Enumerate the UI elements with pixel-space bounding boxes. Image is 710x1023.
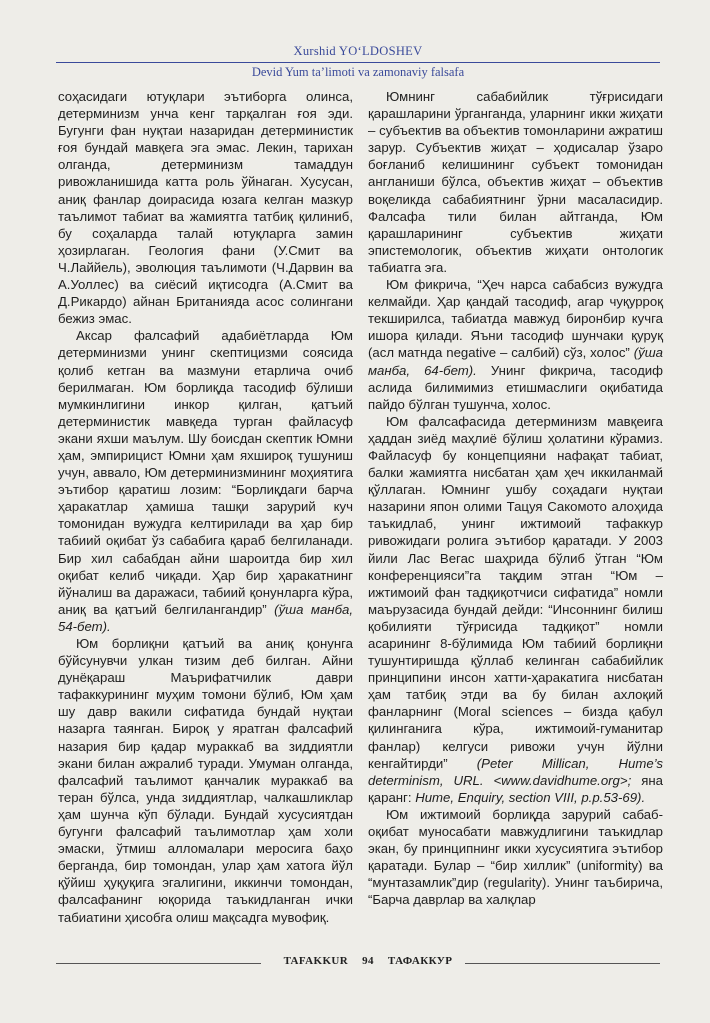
paragraph: Юм ижтимоий борлиқда зарурий сабаб-оқибат муносабати мавжудлигини таъкидлар экан, бу принципнинг икки хусусиятига эътибор қаратади. Булар – “бир хиллик” (uniformity) ва “мунтазамлик”дир (regularity). Унинг таъбирича, “Барча даврлар ва халқлар [368, 806, 663, 908]
running-header-author: Xurshid YO‘LDOSHEV [293, 44, 423, 58]
footer-rule [465, 963, 660, 964]
header-rule [56, 62, 660, 63]
paragraph-text: яна қаранг: [368, 772, 663, 805]
paragraph: Юмнинг сабабийлик тўғрисидаги қарашларини ўрганганда, уларнинг икки жиҳати – субъектив ва объектив томонларини ажратиш зарур. Субъектив жиҳат – ҳодисалар ўзаро боғланиб келишининг субъект томонидан англаниши бўлса, объектив жиҳат – объектив воқеликда сабабиятнинг ўрни масаласидир. Фалсафа тили билан айтганда, Юм қарашларининг субъектив жиҳати эпистемологик, объектив жиҳати онтологик табиатга эга. [368, 89, 663, 275]
citation: Hume, Enquiry, section VIII, p.p.53-69). [415, 789, 646, 805]
running-header-title: Devid Yum ta’limoti va zamonaviy falsafa [251, 65, 465, 79]
paragraph: Юм борлиқни қатъий ва аниқ қонунга бўйсунувчи улкан тизим деб билган. Айни дунёқараш Маърифатчилик даври тафаккурининг муҳим томони бўлиб, Юм ҳам шу давр вакили сифатида бундай нуқтаи назарга таянган. Бироқ у яратган фалсафий назария бир қадар мураккаб ва зиддиятли экани билан ажралиб туради. Умуман олганда, фалсафий таълимот қанчалик мураккаб ва теран бўлса, унда зиддиятлар, чалкашликлар ҳам шунча кўп бўлади. Бундай хусусиятдан бугунги фалсафий таълимотлар ҳам холи эмаски, ўтмиш алломалари меросига баҳо берганда, бир томондан, улар ҳам хатога йўл қўйиш ҳуқуқига эгалигини, иккинчи томондан, фалсафанинг юқорида таъкидланган ички табиатини ҳисобга олиш мақсадга мувофиқ. [58, 636, 353, 925]
citation: (ўша манба, 64-бет). [368, 345, 663, 378]
page-footer [56, 955, 660, 971]
paragraph [368, 276, 663, 413]
paragraph-text: Аксар фалсафий адабиётларда Юм детерминизми унинг скептицизми соясида қолиб кетган ва мазмуни етарлича очиб берилмаган. Юм борлиқда тасодиф бўлиши мумкинлигини инкор қилган, қатъий детерминистик мавқеда турган файласуф экани яхши маълум. Шу боисдан скептик Юмни ҳам, эмпирицист Юмни ҳам яхшироқ тушуниш учун, аввало, Юм детерминизмининг моҳиятига эътибор қаратиш лозим: “Борлиқдаги барча ҳаракатлар ҳамиша ташқи зарурий куч томонидан вужудга келтирилади ва ҳар бир табиий оқибат ўз сабабига қараб белгиланади. Бир хил сабабдан айни шароитда бир хил оқибат келиб чиқади. Ҳар бир ҳаракатнинг йўналиш ва даражаси, табиий қонунларга кўра, аниқ ва қатъий белгилангандир” [58, 328, 353, 617]
footer-journal-cyrillic: ТАФАККУР [387, 955, 453, 967]
citation: (Peter Millican, Hume’s determinism, URL. <www.davidhume.org>; [368, 755, 663, 788]
footer-journal-latin: TAFAKKUR [283, 955, 349, 967]
paragraph: соҳасидаги ютуқлари эътиборга олинса, детерминизм унча кенг тарқалган ғоя эди. Бугунги фан нуқтаи назаридан детерминистик ғоя бундай мавқега эга эмас. Лекин, тарихан олганда, детерминизм тамаддун ривожланишида катта роль ўйнаган. Хусусан, аниқ фанлар доирасида юзага келган мазкур таълимот табиат ва жамиятга татбиқ қилиниб, бу соҳаларда талай ютуқларга замин ҳозирлаган. Геология фани (У.Смит ва Ч.Лаййель), эволюция таълимоти (Ч.Дарвин ва А.Уоллес) ва сиёсий иқтисодга (А.Смит ва Д.Рикардо) айнан Британияда асос солингани бежиз эмас. [58, 89, 353, 327]
paragraph [58, 327, 353, 635]
citation: (ўша манба, 54-бет). [58, 601, 353, 634]
left-column [58, 88, 353, 926]
paragraph-text: Унинг фикрича, тасодиф аслида билимимиз етишмаслиги оқибатида пайдо бўлган тушунча, холос. [368, 362, 663, 412]
footer-label [268, 955, 468, 967]
paragraph-text: Юм фикрича, “Ҳеч нарса сабабсиз вужудга келмайди. Ҳар қандай тасодиф, агар чуқурроқ текширилса, табиатда мавжуд биронбир кучга ишора қилади. Яъни тасодиф шунчаки қуруқ (асл матнда negative – салбий) сўз, холос” [368, 277, 663, 361]
paragraph [368, 413, 663, 806]
right-column [368, 88, 663, 909]
paragraph-text: Юм фалсафасида детерминизм мавқеига ҳаддан зиёд маҳлиё бўлиш ҳолатини кўрамиз. Файласуф бу концепцияни нафақат табиат, балки жамиятга нисбатан ҳам ҳеч иккиланмай қўллаган. Юмнинг ушбу соҳадаги нуқтаи назарини япон олими Тацуя Сакомото алоҳида таъкидлаб, унинг ижтимоий тафаккур ривожидаги ролига эътибор қаратади. У 2003 йили Лас Вегас шаҳрида бўлиб ўтган “Юм конференцияси”га тақдим этган “Юм – ижтимоий фан тадқиқотчиси сифатида” номли маърузасида бундай дейди: “Инсоннинг билиш қобилияти тўғрисида тадқиқот” номли асарининг 8-бўлимида Юм табиий борлиқни тушунтиришда қўллаб келинган сабабийлик принципини инсон хатти-ҳаракатига нисбатан ҳам татбиқ этди ва бу билан ахлоқий фанларнинг (Moral sciences – бизда қабул қилинганига кўра, ижтимоий-гуманитар фанлар) келгуси ривожи учун йўлни кенгайтирди” [368, 413, 663, 771]
page-number: 94 [362, 955, 374, 967]
footer-rule [56, 963, 261, 964]
